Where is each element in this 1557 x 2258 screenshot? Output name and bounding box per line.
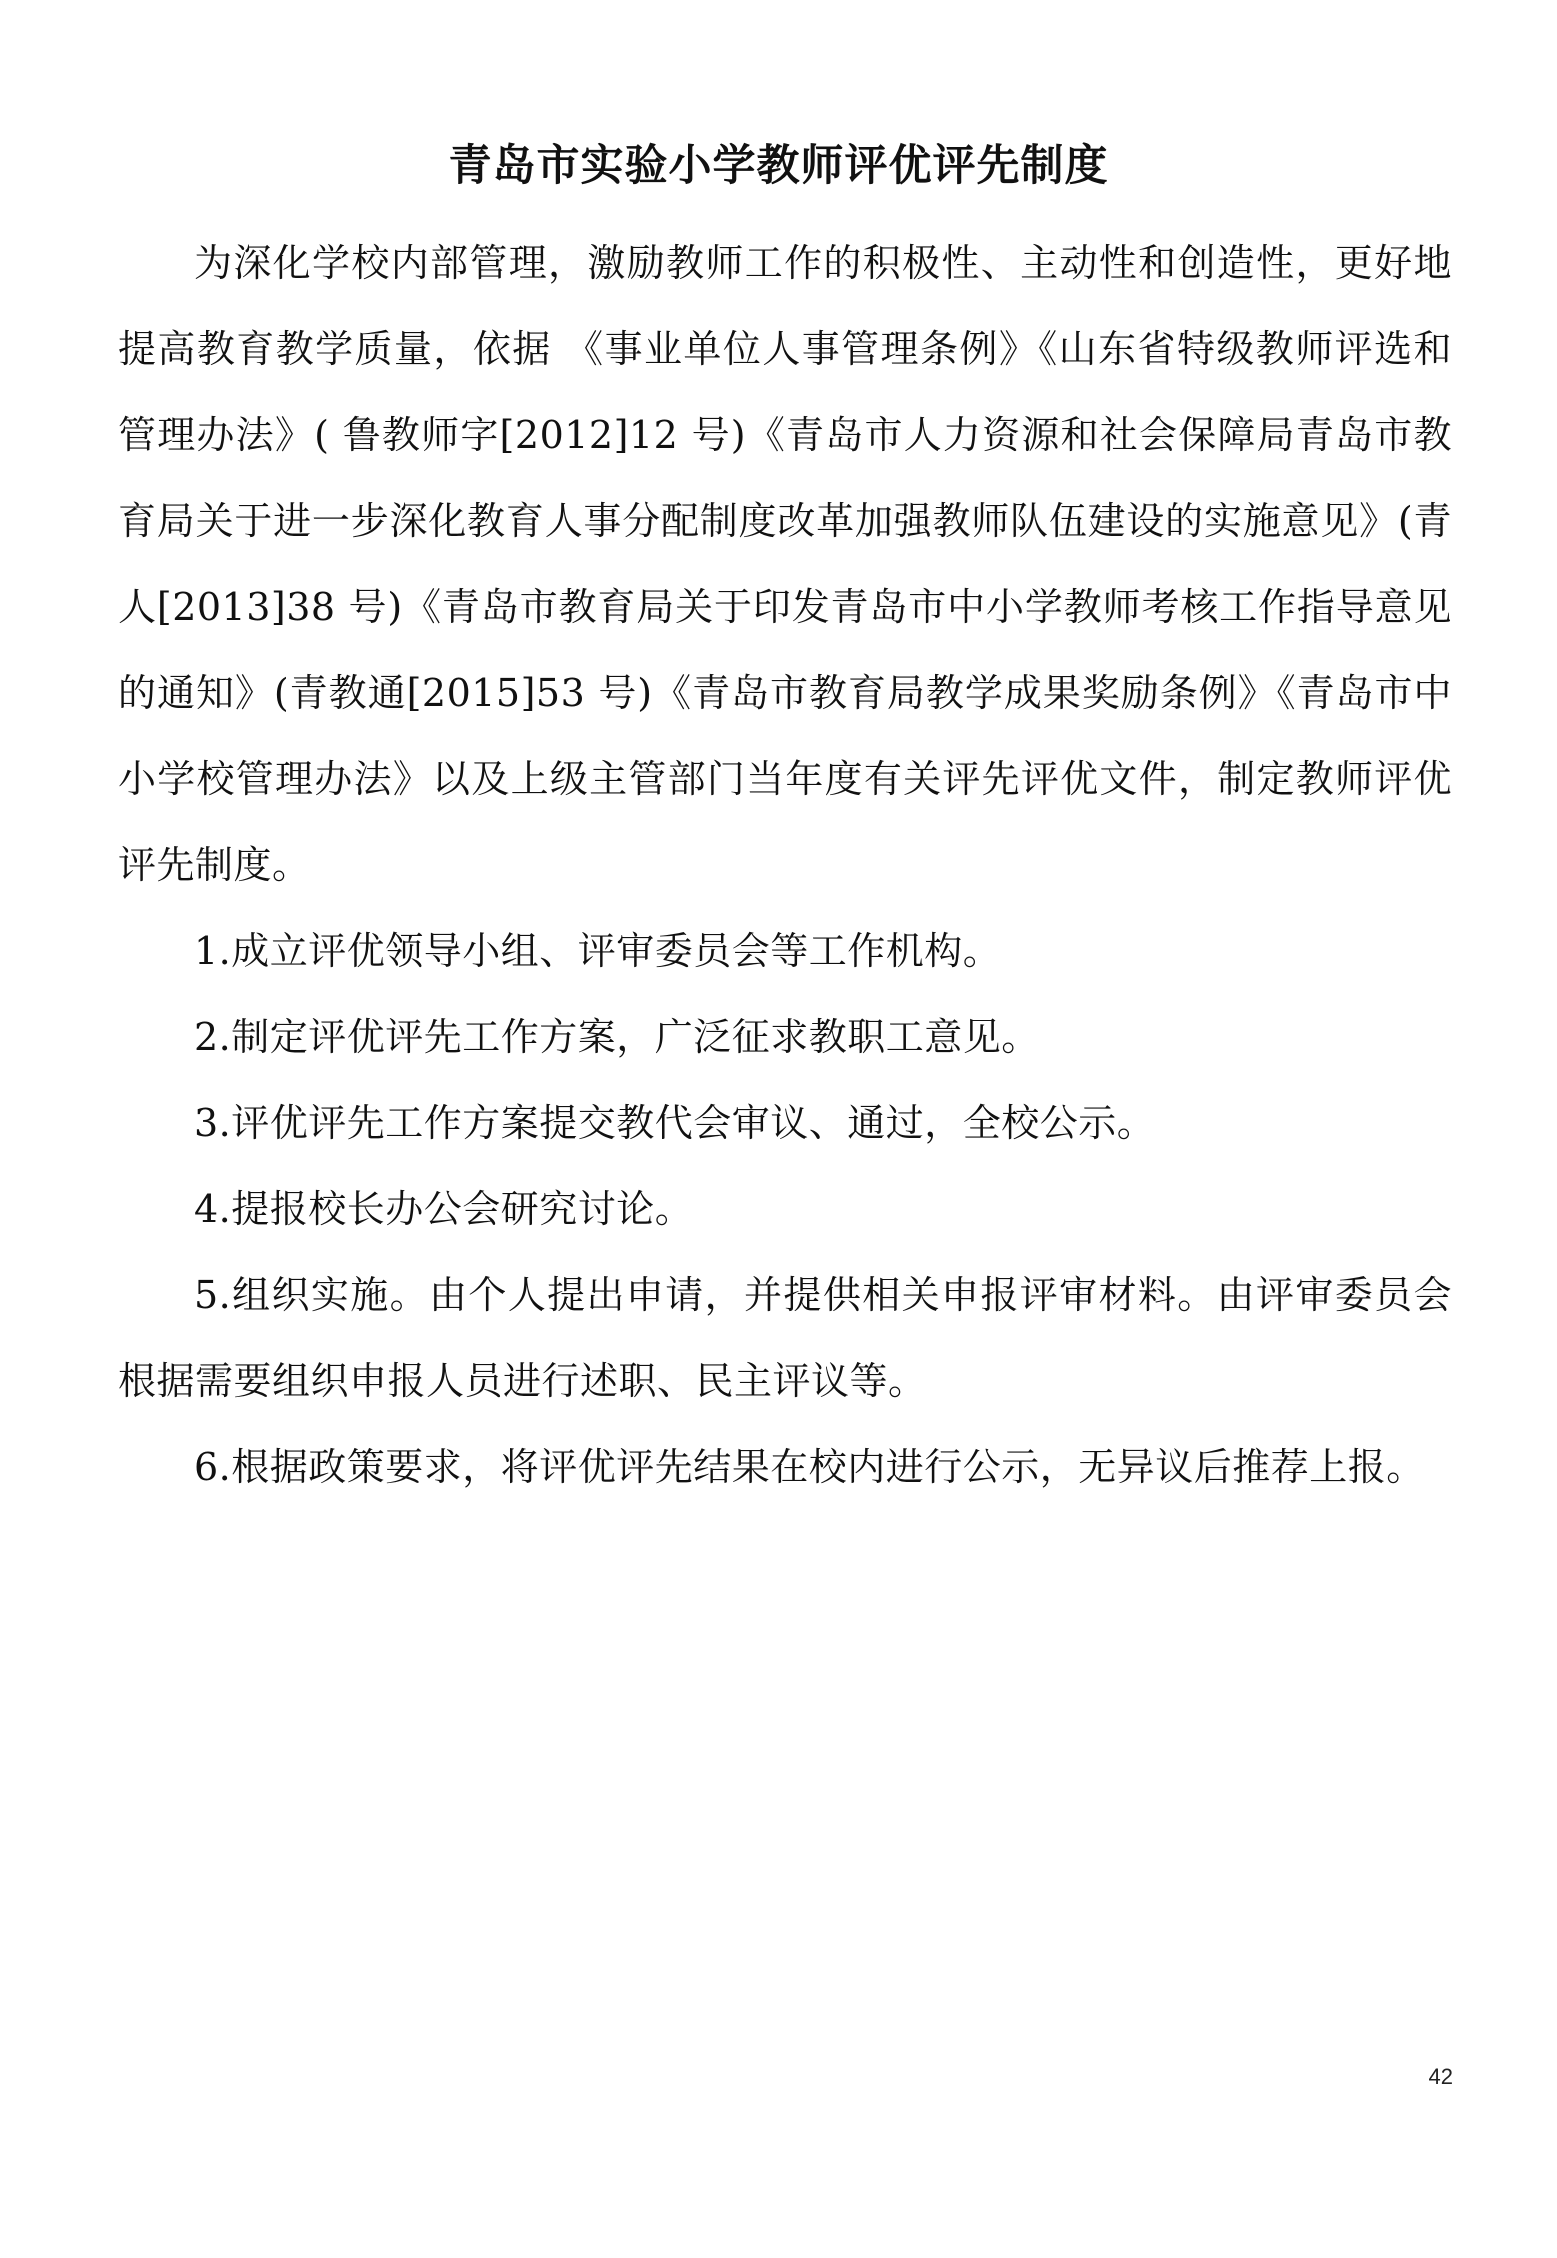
procedure-list xyxy=(118,908,1452,1510)
procedure-item-3: 3.评优评先工作方案提交教代会审议、通过，全校公示。 xyxy=(194,1101,1156,1145)
procedure-item-2: 2.制定评优评先工作方案，广泛征求教职工意见。 xyxy=(194,1015,1040,1059)
procedure-item-6: 6.根据政策要求，将评优评先结果在校内进行公示，无异议后推荐上报。 xyxy=(194,1445,1425,1489)
procedure-item-1: 1.成立评优领导小组、评审委员会等工作机构。 xyxy=(194,929,1002,973)
page-number: 42 xyxy=(1428,2064,1453,2089)
document-title: 青岛市实验小学教师评优评先制度 xyxy=(448,141,1109,191)
procedure-item-5: 5.组织实施。由个人提出申请，并提供相关申报评审材料。由评审委员会根据需要组织申报人员进行述职、民主评议等。 xyxy=(118,1273,1452,1403)
procedure-item-4: 4.提报校长办公会研究讨论。 xyxy=(194,1187,694,1231)
intro-paragraph: 为深化学校内部管理，激励教师工作的积极性、主动性和创造性，更好地提高教育教学质量，依据 《事业单位人事管理条例》《山东省特级教师评选和管理办法》( 鲁教师字[2012]12 号)《青岛市人力资源和社会保障局青岛市教育局关于进一步深化教育人事分配制度改革加强教师队伍建设的实施意见》(青人[2013]38 号)《青岛市教育局关于印发青岛市中小学教师考核工作指导意见的通知》(青教通[2015]53 号)《青岛市教育局教学成果奖励条例》《青岛市中小学校管理办法》以及上级主管部门当年度有关评先评优文件，制定教师评优评先制度。 xyxy=(118,241,1452,887)
document-body xyxy=(118,220,1452,1510)
